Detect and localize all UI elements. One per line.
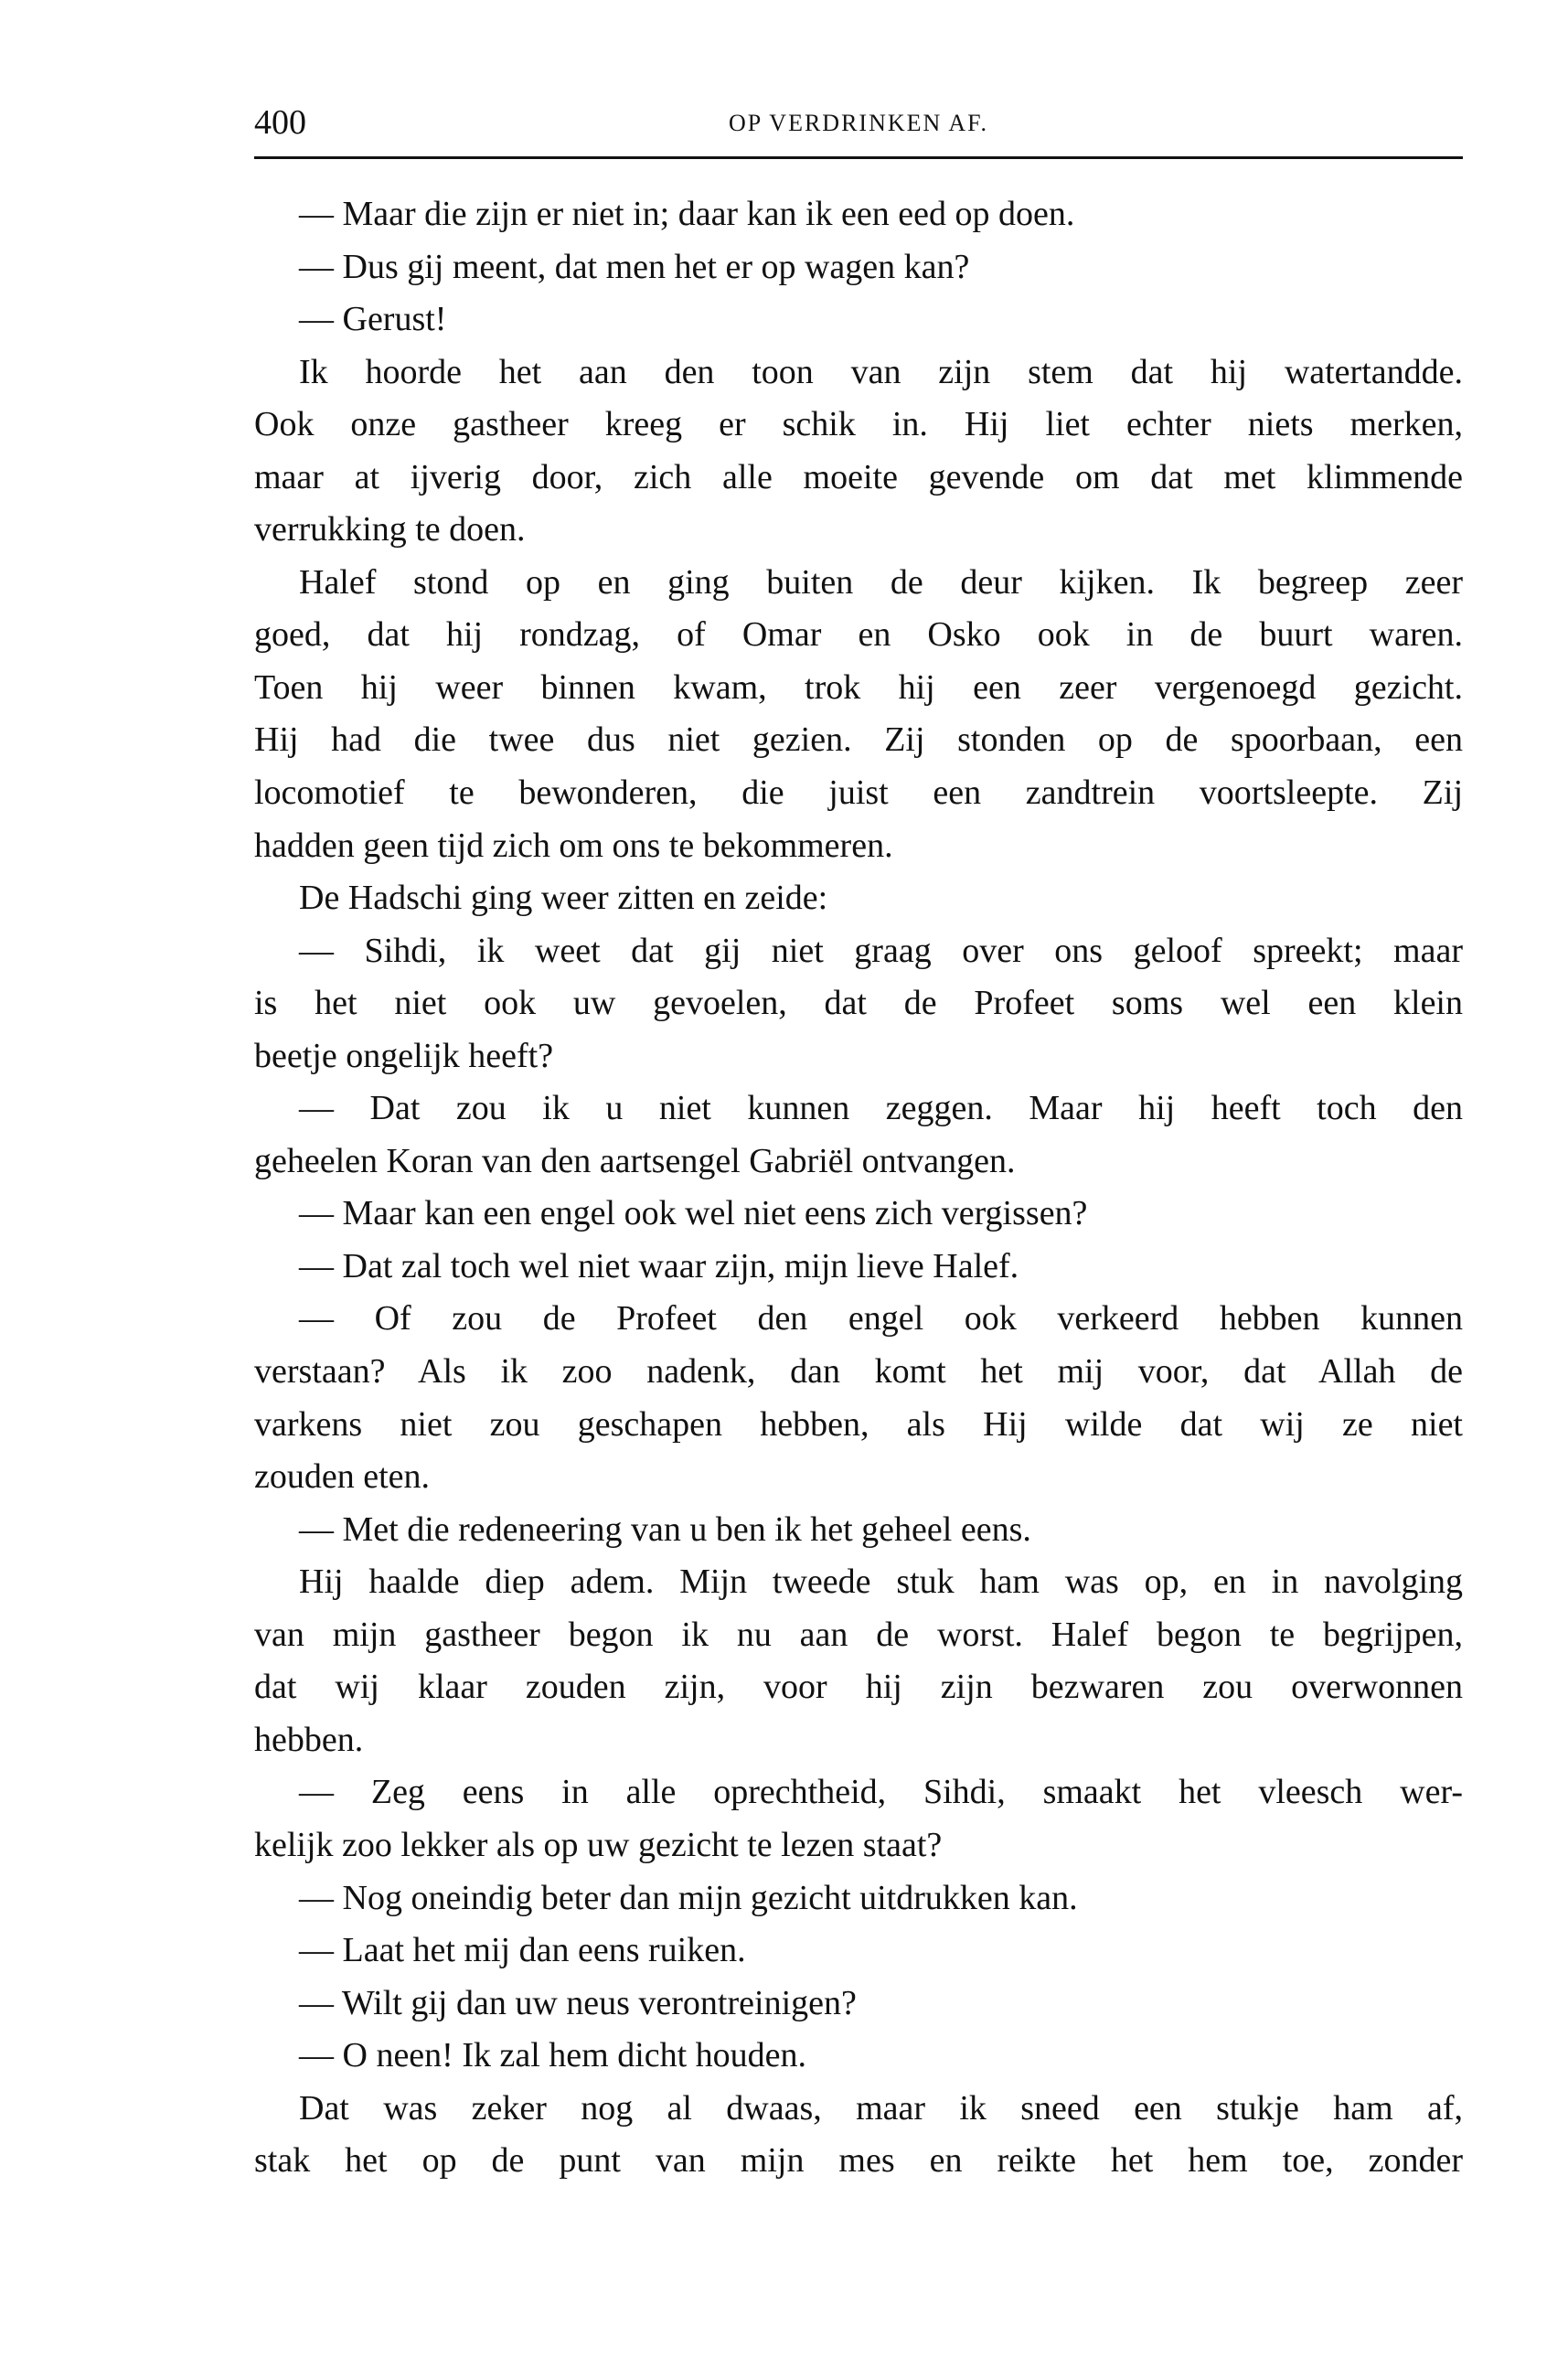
text-line: varkens niet zou geschapen hebben, als Hij wilde dat wij ze niet xyxy=(254,1404,1463,1444)
text-line: — Maar die zijn er niet in; daar kan ik een eed op doen. xyxy=(299,195,1075,233)
page-number: 400 xyxy=(254,103,306,142)
paragraph xyxy=(254,2030,1463,2083)
text-line: Halef stond op en ging buiten de deur kijken. Ik begreep zeer xyxy=(299,562,1463,602)
paragraph xyxy=(254,1293,1463,1503)
text-line: geheelen Koran van den aartsengel Gabriël ontvangen. xyxy=(254,1141,1016,1180)
text-line: verrukking te doen. xyxy=(254,510,526,549)
text-line: maar at ijverig door, zich alle moeite gevende om dat met klimmende xyxy=(254,457,1463,496)
paragraph xyxy=(254,1556,1463,1766)
text-line: — Laat het mij dan eens ruiken. xyxy=(299,1931,746,1970)
text-line: — Met die redeneering van u ben ik het geheel eens. xyxy=(299,1509,1031,1549)
paragraph xyxy=(254,1872,1463,1925)
paragraph xyxy=(254,872,1463,925)
paragraph xyxy=(254,293,1463,347)
paragraph xyxy=(254,188,1463,241)
text-line: Hij had die twee dus niet gezien. Zij stonden op de spoorbaan, een xyxy=(254,720,1463,760)
text-line: — Gerust! xyxy=(299,300,447,339)
paragraph xyxy=(254,347,1463,557)
paragraph xyxy=(254,1504,1463,1557)
text-line: verstaan? Als ik zoo nadenk, dan komt het mij voor, dat Allah de xyxy=(254,1352,1463,1392)
text-line: — Wilt gij dan uw neus verontreinigen? xyxy=(299,1983,857,2022)
text-line: locomotief te bewonderen, die juist een zandtrein voortsleepte. Zij xyxy=(254,773,1463,813)
paragraph xyxy=(254,1978,1463,2031)
text-line: — Dat zou ik u niet kunnen zeggen. Maar hij heeft toch den xyxy=(299,1089,1463,1128)
text-line: zouden eten. xyxy=(254,1457,431,1497)
paragraph xyxy=(254,1766,1463,1872)
text-line: — Of zou de Profeet den engel ook verkeerd hebben kunnen xyxy=(299,1299,1463,1338)
text-line: — Dat zal toch wel niet waar zijn, mijn lieve Halef. xyxy=(299,1246,1019,1285)
running-title: OP VERDRINKEN AF. xyxy=(728,110,988,136)
paragraph xyxy=(254,1925,1463,1978)
text-line: goed, dat hij rondzag, of Omar en Osko ook in de buurt waren. xyxy=(254,615,1463,655)
text-line: Ik hoorde het aan den toon van zijn stem dat hij watertandde. xyxy=(299,352,1463,391)
page-header xyxy=(254,102,1463,148)
header-rule xyxy=(254,156,1463,159)
text-line: kelijk zoo lekker als op uw gezicht te lezen staat? xyxy=(254,1825,943,1864)
text-line: — O neen! Ik zal hem dicht houden. xyxy=(299,2036,807,2075)
paragraph xyxy=(254,241,1463,294)
text-line: dat wij klaar zouden zijn, voor hij zijn bezwaren zou overwonnen xyxy=(254,1668,1463,1707)
paragraph xyxy=(254,557,1463,872)
text-line: Hij haalde diep adem. Mijn tweede stuk ham was op, en in navolging xyxy=(299,1562,1463,1602)
paragraph xyxy=(254,2083,1463,2188)
text-line: van mijn gastheer begon ik nu aan de worst. Halef begon te begrijpen, xyxy=(254,1615,1463,1654)
paragraph xyxy=(254,1083,1463,1188)
text-line: — Maar kan een engel ook wel niet eens zich vergissen? xyxy=(299,1194,1088,1233)
paragraph xyxy=(254,1241,1463,1294)
text-line: — Nog oneindig beter dan mijn gezicht uitdrukken kan. xyxy=(299,1878,1078,1917)
body-text xyxy=(254,188,1463,2188)
text-line: De Hadschi ging weer zitten en zeide: xyxy=(299,879,828,918)
text-line: — Sihdi, ik weet dat gij niet graag over ons geloof spreekt; maar xyxy=(299,931,1463,970)
text-line: is het niet ook uw gevoelen, dat de Profeet soms wel een klein xyxy=(254,984,1463,1023)
text-line: — Dus gij meent, dat men het er op wagen kan? xyxy=(299,247,970,286)
text-line: Toen hij weer binnen kwam, trok hij een zeer vergenoegd gezicht. xyxy=(254,667,1463,707)
text-line: Dat was zeker nog al dwaas, maar ik sneed een stukje ham af, xyxy=(299,2088,1463,2128)
text-line: Ook onze gastheer kreeg er schik in. Hij liet echter niets merken, xyxy=(254,405,1463,444)
paragraph xyxy=(254,1188,1463,1241)
paragraph xyxy=(254,925,1463,1083)
text-line: beetje ongelijk heeft? xyxy=(254,1036,554,1075)
text-line: — Zeg eens in alle oprechtheid, Sihdi, smaakt het vleesch wer- xyxy=(299,1773,1463,1812)
text-line: stak het op de punt van mijn mes en reikte het hem toe, zonder xyxy=(254,2141,1463,2181)
text-line: hadden geen tijd zich om ons te bekommeren. xyxy=(254,826,893,865)
text-line: hebben. xyxy=(254,1720,364,1759)
